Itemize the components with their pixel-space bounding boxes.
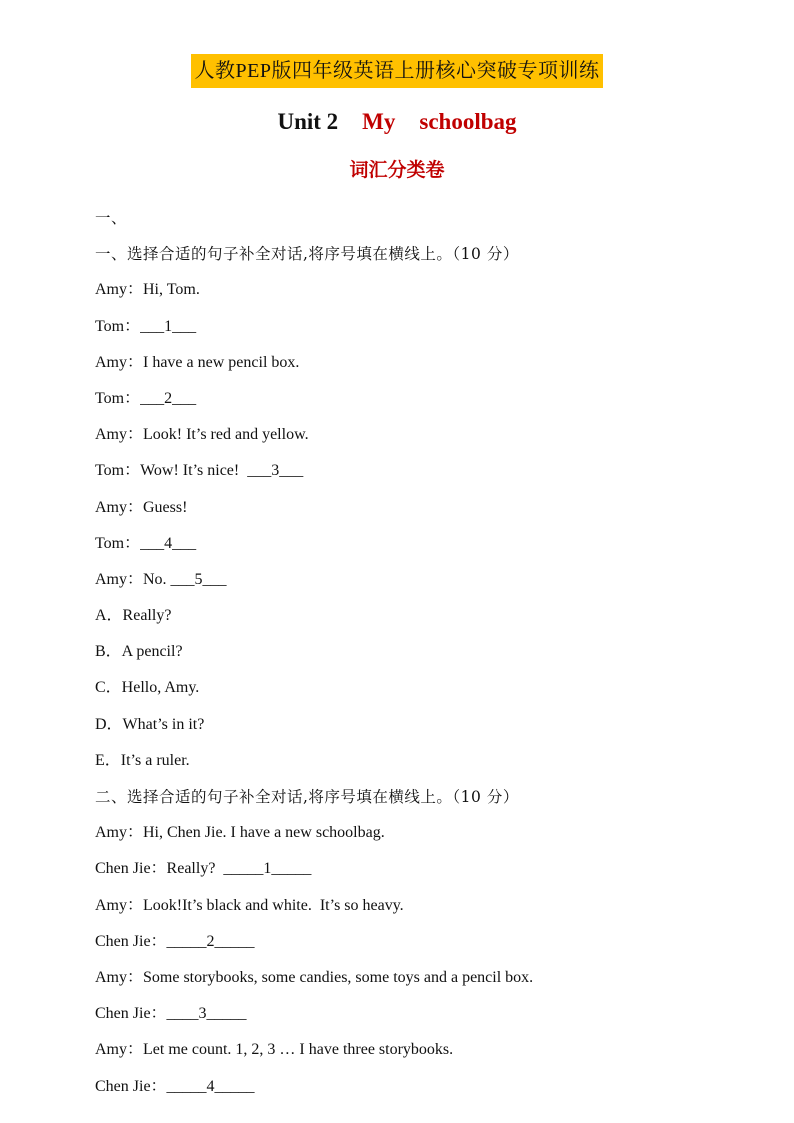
dialogue-line: Tom：___2___ — [95, 389, 197, 407]
dialogue-line: Amy：Hi, Chen Jie. I have a new schoolbag. — [95, 824, 385, 842]
option-c: C．Hello, Amy. — [95, 679, 200, 697]
dialogue-line: Chen Jie：Really? _____1_____ — [95, 860, 312, 878]
unit-title — [0, 106, 794, 138]
section-1-instruction: 一、选择合适的句子补全对话,将序号填在横线上。（10 分） — [95, 245, 519, 264]
unit-label: Unit 2 — [277, 109, 339, 134]
dialogue-line: Chen Jie：_____4_____ — [95, 1077, 255, 1095]
dialogue-line: Amy：Let me count. 1, 2, 3 … I have three storybooks. — [95, 1041, 454, 1059]
dialogue-line: Amy：I have a new pencil box. — [95, 353, 300, 371]
banner-row — [0, 54, 794, 88]
dialogue-line: Tom：___1___ — [95, 317, 197, 335]
unit-title-word-2: schoolbag — [419, 109, 517, 134]
dialogue-line: Amy：No. ___5___ — [95, 570, 227, 588]
option-d: D．What’s in it? — [95, 715, 205, 733]
dialogue-line: Amy：Look! It’s red and yellow. — [95, 426, 309, 444]
dialogue-line: Amy：Guess! — [95, 498, 188, 516]
dialogue-line: Tom：___4___ — [95, 534, 197, 552]
option-e: E．It’s a ruler. — [95, 751, 190, 769]
unit-title-word-1: My — [362, 109, 396, 134]
section-2-instruction: 二、选择合适的句子补全对话,将序号填在横线上。（10 分） — [95, 788, 519, 806]
option-b: B．A pencil? — [95, 643, 183, 661]
dialogue-line: Amy：Hi, Tom. — [95, 281, 200, 299]
dialogue-line: Amy：Look!It’s black and white. It’s so heavy. — [95, 896, 404, 914]
dialogue-line: Tom：Wow! It’s nice! ___3___ — [95, 462, 304, 480]
dialogue-line: Chen Jie：_____2_____ — [95, 932, 255, 950]
series-banner: 人教PEP版四年级英语上册核心突破专项训练 — [191, 54, 604, 88]
section-marker: 一、 — [95, 209, 128, 227]
dialogue-line: Chen Jie：____3_____ — [95, 1005, 247, 1023]
option-a: A．Really? — [95, 607, 172, 625]
exercise-content — [95, 200, 755, 1105]
paper-subtitle: 词汇分类卷 — [349, 159, 445, 181]
dialogue-line: Amy：Some storybooks, some candies, some toys and a pencil box. — [95, 968, 534, 986]
